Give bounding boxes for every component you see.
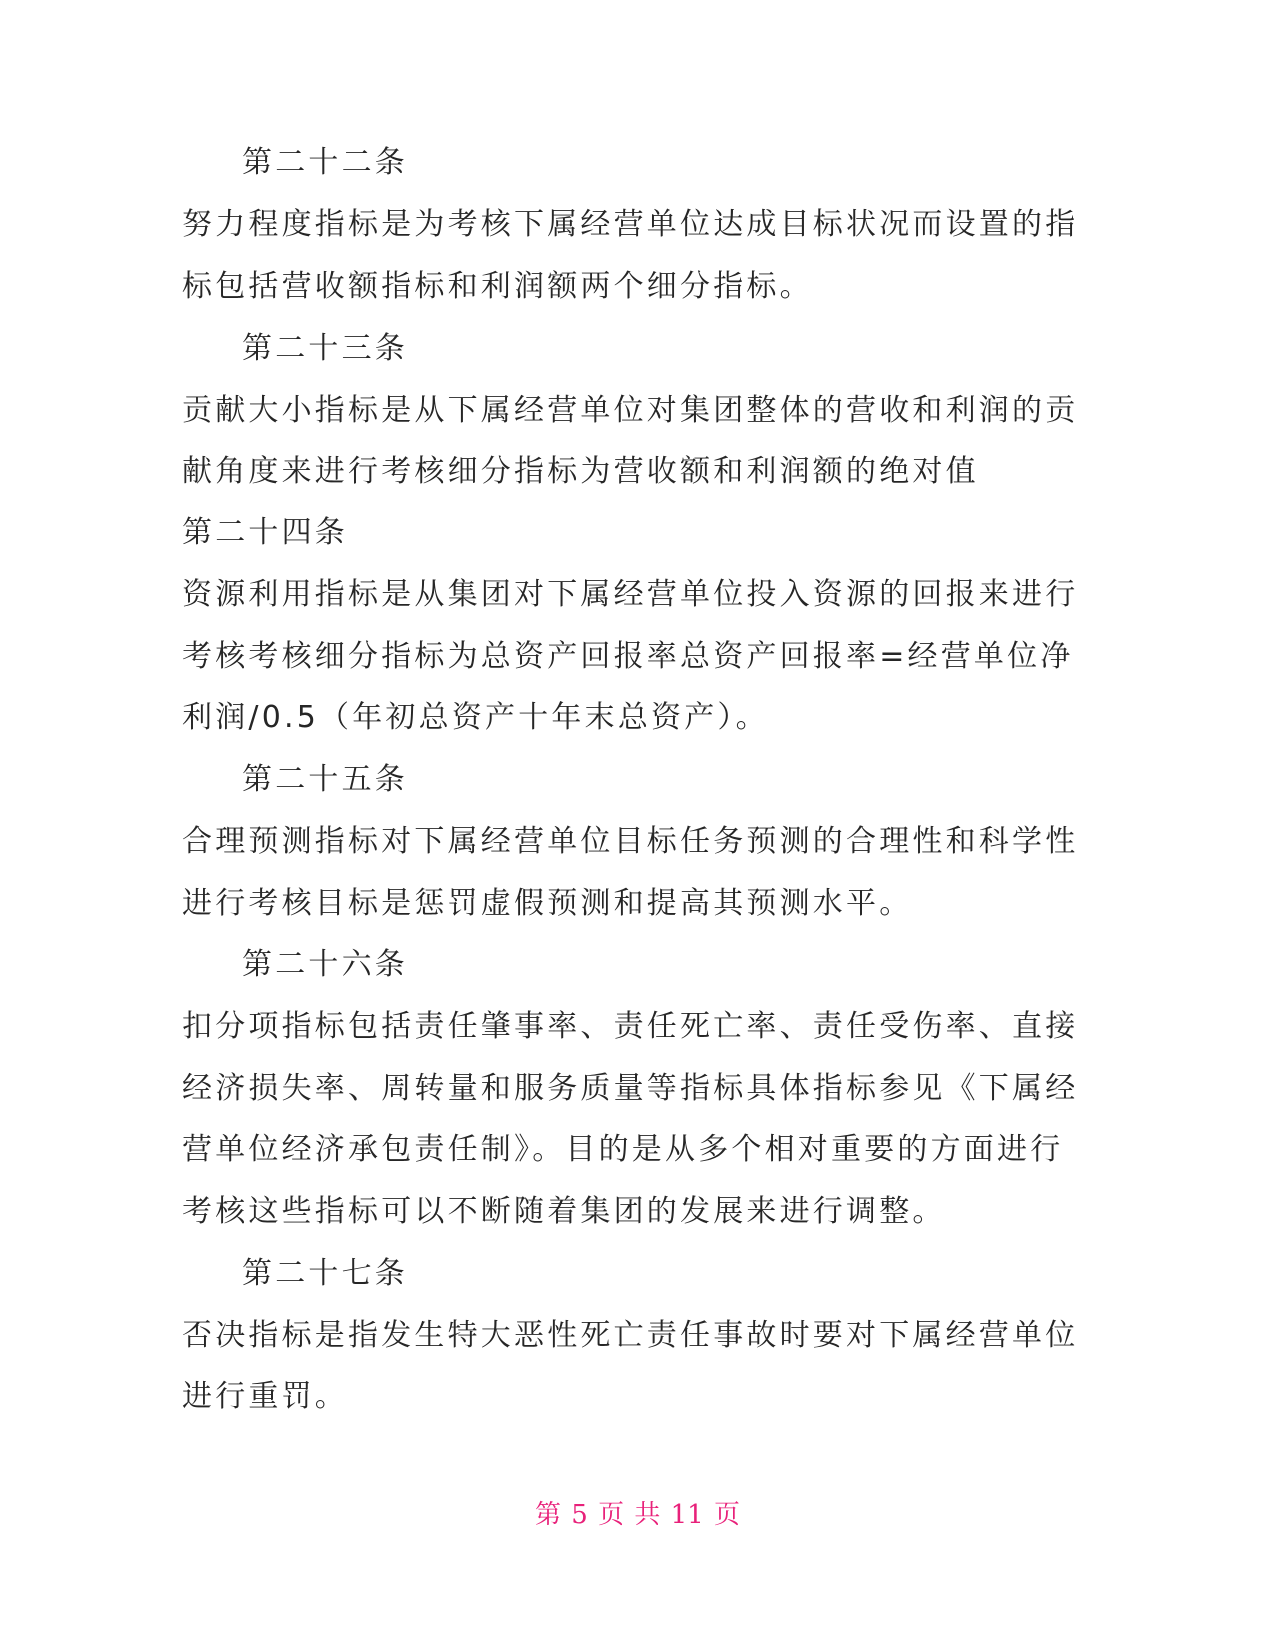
paragraph-line: 献角度来进行考核细分指标为营收额和利润额的绝对值 <box>182 454 979 489</box>
paragraph-line: 努力程度指标是为考核下属经营单位达成目标状况而设置的指 <box>182 207 1079 242</box>
paragraph-line: 营单位经济承包责任制》。目的是从多个相对重要的方面进行 <box>182 1132 1064 1167</box>
paragraph-line: 否决指标是指发生特大恶性死亡责任事故时要对下属经营单位 <box>182 1318 1079 1353</box>
paragraph-line: 进行考核目标是惩罚虚假预测和提高其预测水平。 <box>182 886 913 921</box>
article-heading: 第二十三条 <box>242 331 408 366</box>
paragraph-line: 标包括营收额指标和利润额两个细分指标。 <box>182 269 813 304</box>
paragraph-line: 考核这些指标可以不断随着集团的发展来进行调整。 <box>182 1194 946 1229</box>
paragraph-line: 经济损失率、周转量和服务质量等指标具体指标参见《下属经 <box>182 1071 1079 1106</box>
article-heading: 第二十二条 <box>242 145 408 180</box>
paragraph-line: 资源利用指标是从集团对下属经营单位投入资源的回报来进行 <box>182 577 1079 612</box>
article-heading: 第二十六条 <box>242 947 408 982</box>
paragraph-line: 进行重罚。 <box>182 1379 348 1414</box>
paragraph-line: 考核考核细分指标为总资产回报率总资产回报率=经营单位净 <box>182 639 1074 674</box>
page-number-footer: 第 5 页 共 11 页 <box>535 1500 740 1530</box>
article-heading: 第二十四条 <box>182 515 348 550</box>
paragraph-line: 扣分项指标包括责任肇事率、责任死亡率、责任受伤率、直接 <box>182 1009 1079 1044</box>
paragraph-line: 利润/0.5（年初总资产十年末总资产）。 <box>182 700 769 735</box>
paragraph-line: 贡献大小指标是从下属经营单位对集团整体的营收和利润的贡 <box>182 393 1079 428</box>
paragraph-line: 合理预测指标对下属经营单位目标任务预测的合理性和科学性 <box>182 824 1079 859</box>
article-heading: 第二十五条 <box>242 762 408 797</box>
article-heading: 第二十七条 <box>242 1256 408 1291</box>
